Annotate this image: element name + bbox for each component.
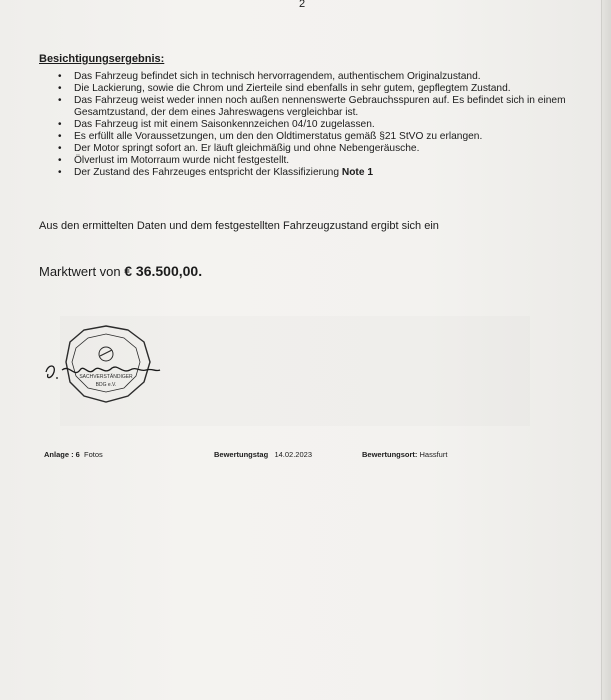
market-value-line (39, 263, 202, 279)
market-label: Marktwert von (39, 264, 125, 279)
page-number: 2 (299, 0, 306, 10)
list-item: • Die Lackierung, sowie die Chrom und Zierteile sind ebenfalls in sehr gutem, gepflegtem Zustand. (58, 83, 566, 95)
anlage-value: Fotos (84, 450, 103, 459)
summary-text: Aus den ermittelten Daten und dem festgestellten Fahrzeugzustand ergibt sich ein (39, 220, 439, 232)
ort-label: Bewertungsort: (362, 450, 418, 459)
list-item: • Es erfüllt alle Voraussetzungen, um den den Oldtimerstatus gemäß §21 StVO zu erlangen. (58, 131, 566, 143)
list-item: • Das Fahrzeug befindet sich in technisch hervorragendem, authentischem Originalzustand. (58, 71, 566, 83)
stamp-signature (40, 320, 170, 410)
anlage-label: Anlage : 6 (44, 450, 80, 459)
tag-label: Bewertungstag (214, 450, 269, 459)
findings-list (58, 71, 566, 179)
tag-value: 14.02.2023 (274, 450, 312, 459)
finding-text: Der Zustand des Fahrzeuges entspricht der Klassifizierung (74, 167, 342, 178)
page-edge (601, 0, 611, 700)
stamp-seal-icon (40, 320, 170, 410)
footer-anlage (44, 450, 103, 459)
list-item: • Das Fahrzeug ist mit einem Saisonkennzeichen 04/10 zugelassen. (58, 119, 566, 131)
finding-note: Note 1 (341, 167, 373, 178)
stamp-text: SACHVERSTÄNDIGER (79, 374, 133, 380)
list-item: • Das Fahrzeug weist weder innen noch außen nennenswerte Gebrauchsspuren auf. Es befindet sich in einem Gesamtzustand, der dem eines Jahreswagens vergleichbar ist. (58, 95, 566, 119)
list-item (58, 167, 566, 179)
footer-bewertungsort (362, 450, 447, 459)
ort-value: Hassfurt (419, 450, 448, 459)
footer-bewertungstag (214, 450, 312, 459)
list-item: • Ölverlust im Motorraum wurde nicht festgestellt. (58, 155, 566, 167)
market-value: € 36.500,00. (124, 263, 203, 279)
list-item: • Der Motor springt sofort an. Er läuft gleichmäßig und ohne Nebengeräusche. (58, 143, 566, 155)
section-title: Besichtigungsergebnis: (39, 53, 165, 65)
stamp-org: BDG e.V. (95, 382, 117, 388)
